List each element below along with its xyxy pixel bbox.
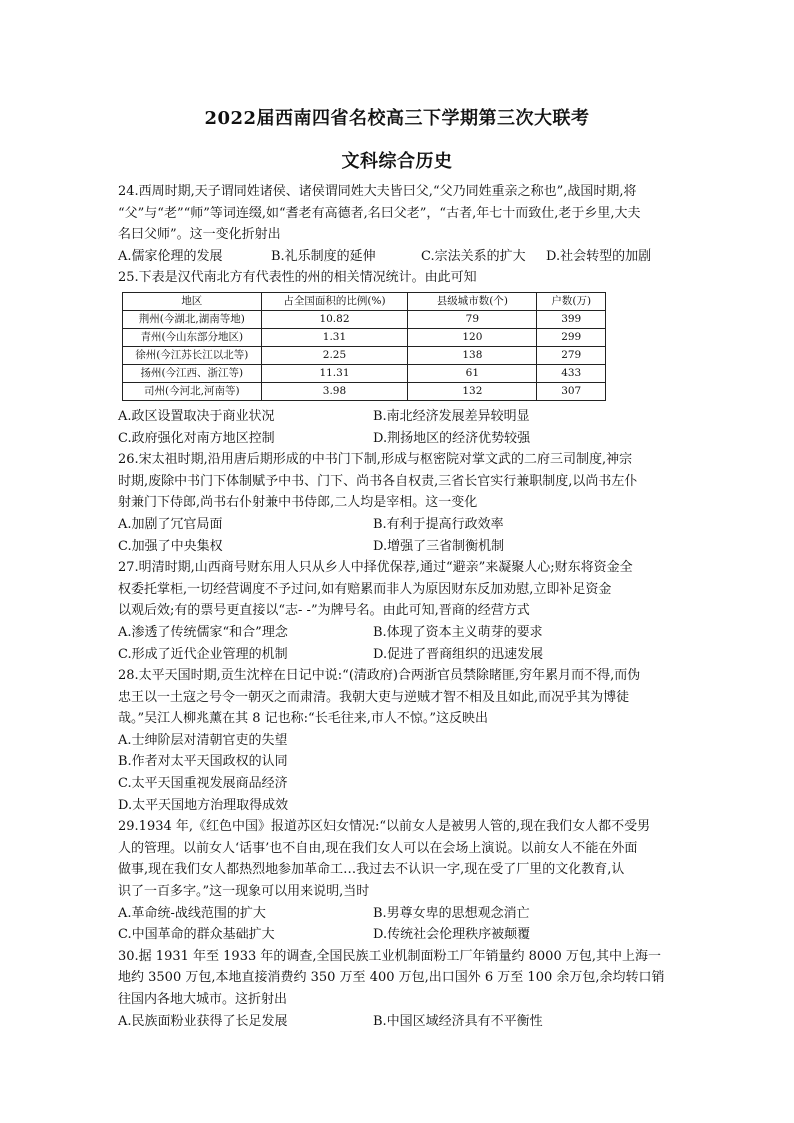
option-c: C.政府强化对南方地区控制 [118,430,275,446]
question-stem-line: 24.西周时期,天子谓同姓诸侯、诸侯谓同姓大夫皆曰父,“父乃同姓重亲之称也”,战国时期,将 [118,184,637,199]
option-a: A.革命统-战线范围的扩大 [118,905,266,921]
option-d: D.荆扬地区的经济优势较强 [373,430,531,446]
question-stem-line: 以观后效;有的票号更直接以“志- -”为牌号名。由此可知,晋商的经营方式 [118,603,530,619]
option-row [118,1011,688,1033]
option-b: B.礼乐制度的延伸 [271,248,376,264]
option-b: B.男尊女卑的思想观念消亡 [373,905,530,921]
table-cell: 61 [408,364,537,382]
option-a: A.渗透了传统儒家“和合”理念 [118,624,288,640]
question-stem-line: 人的管理。以前女人‘话事’也不自由,现在我们女人可以在会场上演说。以前女人不能在外面 [118,840,638,856]
option-a: A.士绅阶层对清朝官吏的失望 [118,732,288,748]
question-24 [118,181,688,267]
option-row [118,514,688,536]
table-cell: 120 [408,328,537,346]
data-table [122,292,606,401]
option-row [118,903,688,925]
option-row [118,644,688,666]
option-c: C.宗法关系的扩大 [421,248,526,264]
question-stem-line: 时期,废除中书门下体制赋予中书、门下、尚书各自权责,三省长官实行兼职制度,以尚书左仆 [118,473,638,489]
table-cell: 299 [537,328,606,346]
question-stem-line: 忠王以一土寇之号令一朝灭之而肃清。我朝大吏与逆贼才智不相及且如此,而况乎其为博徒 [118,689,630,705]
table-header-row [123,292,606,310]
table-cell: 2.25 [261,346,408,364]
question-stem-line: 30.据 1931 年至 1933 年的调查,全国民族工业机制面粉工厂年销量约 8000 万包,其中上海一 [118,948,661,964]
option-row [118,428,688,450]
table-row [123,310,606,328]
option-a: A.政区设置取决于商业状况 [118,408,275,424]
table-cell: 79 [408,310,537,328]
option-b: B.南北经济发展差异较明显 [373,408,530,424]
option-row [118,246,688,268]
option-b: B.作者对太平天国政权的认同 [118,754,288,770]
question-stem-line: 28.太平天国时期,贡生沈梓在日记中说:“(清政府)合两浙官员禁除睹匪,穷年累月而不得,而伪 [118,668,641,684]
question-stem-line: 25.下表是汉代南北方有代表性的州的相关情况统计。由此可知 [118,270,477,286]
option-b: B.体现了资本主义萌芽的要求 [373,624,543,640]
questions-body [118,181,688,1032]
question-stem-line: 权委托掌柜,一切经营调度不予过问,如有赔累而非人为原因财东反加劝慰,立即补足资金 [118,581,612,597]
table-cell: 11.31 [261,364,408,382]
table-header: 占全国面积的比例(%) [261,292,408,310]
option-c: C.太平天国重视发展商品经济 [118,776,288,792]
question-stem-line: 哉。”吴江人柳兆薰在其 8 记也称:“长毛往来,市人不惊。”这反映出 [118,711,488,727]
question-stem-line: 26.宋太祖时期,沿用唐后期形成的中书门下制,形成与枢密院对掌文武的二府三司制度,神宗 [118,452,633,468]
table-cell: 307 [537,382,606,400]
option-d: D.太平天国地方治理取得成效 [118,797,289,813]
option-row [118,622,688,644]
table-cell: 青州(今山东部分地区) [123,328,262,346]
table-cell: 433 [537,364,606,382]
table-cell: 399 [537,310,606,328]
table-row [123,364,606,382]
option-d: D.传统社会伦理秩序被颠覆 [373,927,531,943]
question-stem-line: 29.1934 年,《红色中国》报道苏区妇女情况:“以前女人是被男人管的,现在我们女人都不受男 [118,819,651,835]
table-cell: 扬州(今江西、浙江等) [123,364,262,382]
table-cell: 10.82 [261,310,408,328]
option-c: C.中国革命的群众基础扩大 [118,927,275,943]
question-stem-line: 射兼门下侍郎,尚书右仆射兼中书侍郎,二人均是宰相。这一变化 [118,495,478,511]
question-29 [118,816,688,946]
option-a: A.儒家伦理的发展 [118,248,223,264]
option-d: D.增强了三省制衡机制 [373,538,505,554]
option-b: B.中国区域经济具有不平衡性 [373,1013,543,1029]
question-25 [118,267,688,449]
table-cell: 279 [537,346,606,364]
question-stem-line: 识了一百多字。”这一现象可以用来说明,当时 [118,884,370,900]
option-b: B.有利于提高行政效率 [373,516,504,532]
question-stem-line: 地约 3500 万包,本地直接消费约 350 万至 400 万包,出口国外 6 万至 100 余万包,余均转口销 [118,970,665,986]
question-stem-line: “父”与“老”“师”等词连缀,如“耆老有高德者,名曰父老”，“古者,年七十而致仕,老于乡里,大夫 [118,205,641,221]
option-a: A.加剧了冗官局面 [118,516,223,532]
option-a: A.民族面粉业获得了长足发展 [118,1013,288,1029]
question-stem-line: 名曰父师”。这一变化折射出 [118,227,281,243]
option-row [118,536,688,558]
table-row [123,382,606,400]
option-d: D.社会转型的加剧 [546,248,652,264]
option-d: D.促进了晋商组织的迅速发展 [373,646,544,662]
question-28 [118,665,688,816]
table-cell: 荆州(今湖北,湖南等地) [123,310,262,328]
table-row [123,328,606,346]
table-cell: 3.98 [261,382,408,400]
table-cell: 徐州(今江苏长江以北等) [123,346,262,364]
exam-title: 2022届西南四省名校高三下学期第三次大联考 [204,108,590,129]
table-header: 地区 [123,292,262,310]
table-row [123,346,606,364]
question-26 [118,449,688,557]
table-cell: 1.31 [261,328,408,346]
question-27 [118,557,688,665]
option-c: C.加强了中央集权 [118,538,223,554]
option-row [118,406,688,428]
question-stem-line: 做事,现在我们女人都热烈地参加革命工…我过去不认识一字,现在受了厂里的文化教育,认 [118,862,625,878]
table-header: 户数(万) [537,292,606,310]
question-stem-line: 往国内各地大城市。这折射出 [118,992,288,1007]
question-stem-line: 27.明清时期,山西商号财东用人只从乡人中择优保荐,通过“避亲”来凝聚人心;财东将资金全 [118,560,633,576]
table-cell: 138 [408,346,537,364]
exam-subtitle: 文科综合历史 [341,151,453,172]
option-c: C.形成了近代企业管理的机制 [118,646,288,662]
table-cell: 司州(今河北,河南等) [123,382,262,400]
question-30 [118,946,688,1032]
table-header: 县级城市数(个) [408,292,537,310]
table-cell: 132 [408,382,537,400]
option-row [118,924,688,946]
